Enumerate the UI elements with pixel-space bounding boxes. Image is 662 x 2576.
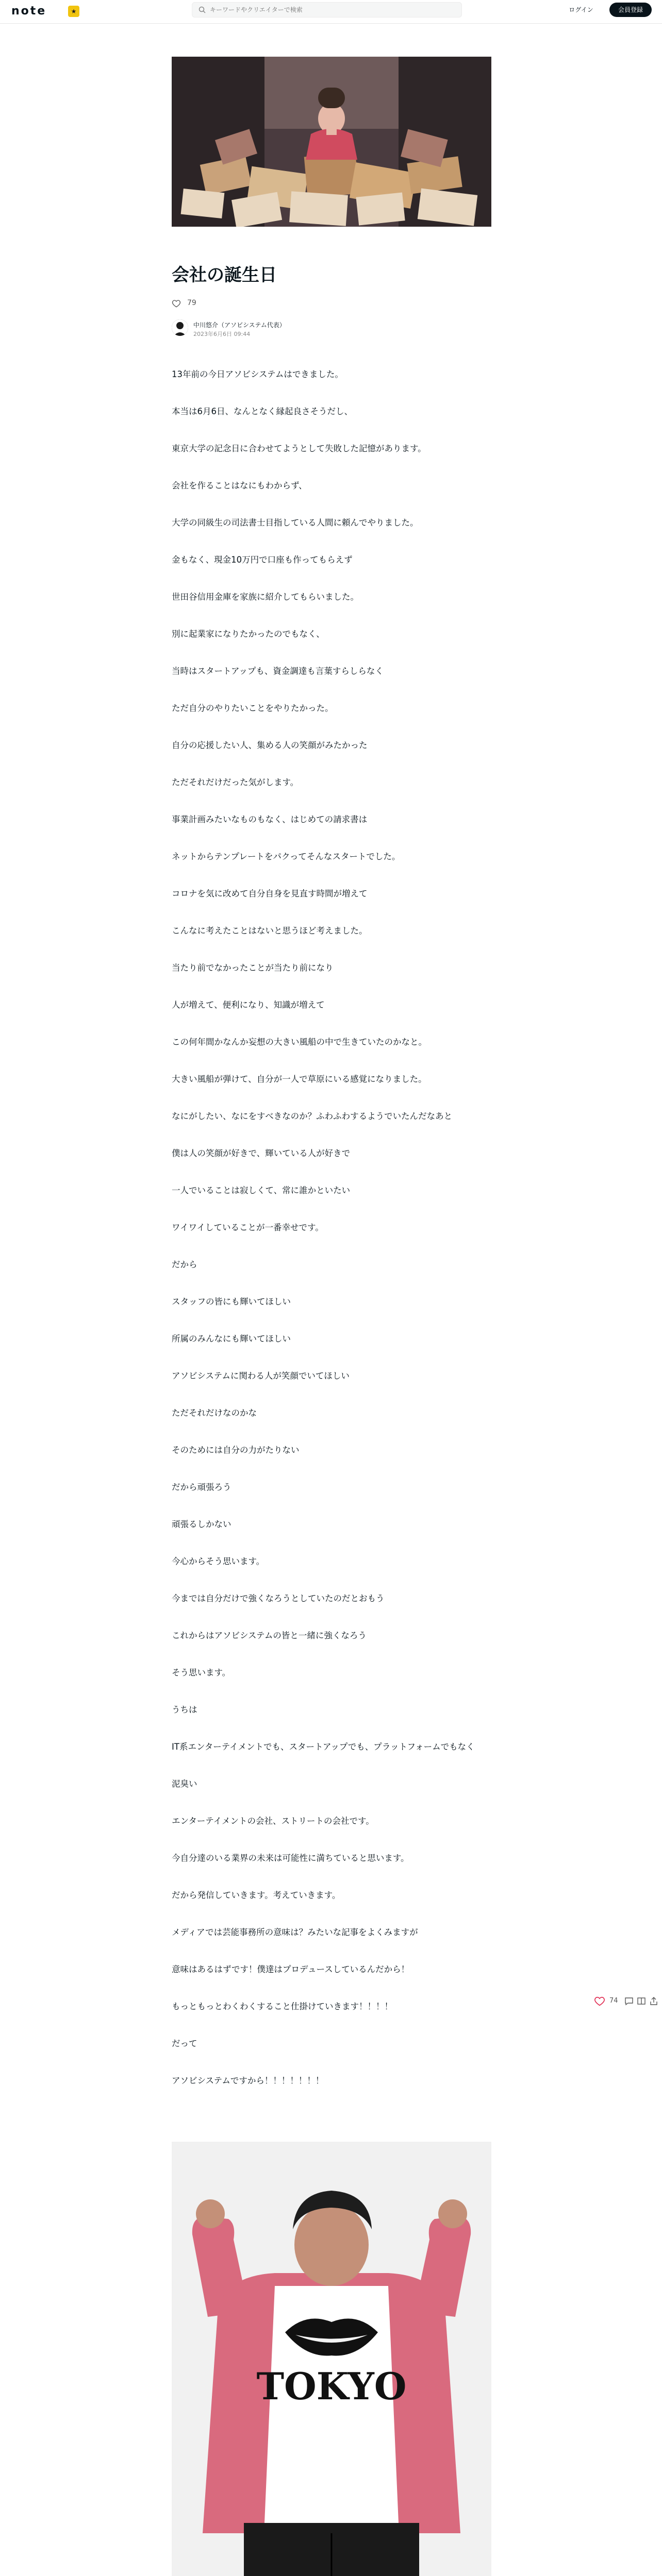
- paragraph: 事業計画みたいなものもなく、はじめての請求書は: [172, 815, 368, 824]
- paragraph: ワイワイしていることが一番幸せです。: [172, 1223, 324, 1232]
- signup-button[interactable]: 会員登録: [609, 3, 652, 17]
- paragraph: 大学の同級生の司法書士目指している人間に頼んでやりました。: [172, 518, 419, 528]
- paragraph: エンターテイメントの会社、ストリートの会社です。: [172, 1816, 374, 1826]
- paragraph: 東京大学の記念日に合わせてようとして失敗した記憶があります。: [172, 444, 426, 453]
- paragraph: 別に起業家になりたかったのでもなく、: [172, 629, 325, 639]
- article-body: [172, 367, 491, 2089]
- like-heart-icon[interactable]: [594, 1995, 605, 2007]
- paragraph: この何年間かなんか妄想の大きい風船の中で生きていたのかなと。: [172, 1037, 427, 1047]
- share-icon[interactable]: [649, 1996, 659, 2006]
- paragraph: アソビシステムに関わる人が笑顔でいてほしい: [172, 1371, 350, 1381]
- paragraph: うちは: [172, 1705, 197, 1715]
- paragraph: だって: [172, 2039, 197, 2048]
- paragraph: これからはアソビシステムの皆と一緒に強くなろう: [172, 1631, 367, 1640]
- login-button[interactable]: ログイン: [569, 6, 593, 13]
- author-info[interactable]: [172, 319, 491, 338]
- paragraph: 一人でいることは寂しくて、常に誰かといたい: [172, 1185, 351, 1195]
- hero-illustration: [172, 57, 491, 227]
- paragraph: 意味はあるはずです！僕達はプロデュースしているんだから！: [172, 1964, 410, 1974]
- paragraph: ただそれだけだった気がします。: [172, 777, 299, 787]
- paragraph: そう思います。: [172, 1668, 231, 1677]
- paragraph: だから頑張ろう: [172, 1482, 231, 1492]
- paragraph: 当時はスタートアップも、資金調達も言葉すらしらなく: [172, 666, 384, 676]
- paragraph: 所属のみんなにも輝いてほしい: [172, 1334, 291, 1344]
- paragraph: 本当は6月6日、なんとなく縁起良さそうだし、: [172, 406, 353, 416]
- heart-icon[interactable]: [172, 299, 181, 308]
- paragraph: だから: [172, 1260, 197, 1269]
- top-header: [0, 0, 662, 24]
- paragraph: アソビシステムですから！！！！！！！: [172, 2076, 324, 2086]
- hero-image: [172, 57, 491, 227]
- paragraph: 会社を作ることはなにもわからず、: [172, 481, 307, 490]
- author-avatar[interactable]: [172, 319, 188, 336]
- paragraph: 世田谷信用金庫を家族に紹介してもらいました。: [172, 592, 359, 602]
- paragraph: なにがしたい、なにをすべきなのか？ふわふわするようでいたんだなあと: [172, 1111, 453, 1121]
- floating-actions: [592, 1994, 659, 2009]
- paragraph: 今自分達のいる業界の未来は可能性に満ちていると思います。: [172, 1853, 409, 1863]
- paragraph: ただ自分のやりたいことをやりたかった。: [172, 703, 334, 713]
- paragraph: ただそれだけなのかな: [172, 1408, 257, 1418]
- paragraph: スタッフの皆にも輝いてほしい: [172, 1297, 291, 1307]
- like-count: 79: [187, 299, 196, 307]
- search-bar[interactable]: [192, 2, 462, 18]
- like-summary[interactable]: [172, 298, 491, 310]
- paragraph: 今心からそう思います。: [172, 1556, 265, 1566]
- note-logo[interactable]: note: [11, 5, 47, 18]
- person-photo: [172, 2142, 491, 2576]
- paragraph: 自分の応援したい人、集める人の笑顔がみたかった: [172, 740, 368, 750]
- paragraph: ネットからテンプレートをパクってそんなスタートでした。: [172, 852, 401, 861]
- paragraph: 人が増えて、便利になり、知識が増えて: [172, 1000, 325, 1010]
- side-like-count: 74: [609, 1997, 618, 2005]
- paragraph: 当たり前でなかったことが当たり前になり: [172, 963, 334, 973]
- paragraph: もっともっとわくわくすること仕掛けていきます！！！！: [172, 2002, 393, 2011]
- paragraph: こんなに考えたことはないと思うほど考えました。: [172, 926, 368, 936]
- search-icon: [198, 6, 206, 13]
- author-name[interactable]: 中川悠介（アソビシステム代表）: [193, 321, 286, 329]
- paragraph: 今までは自分だけで強くなろうとしていたのだとおもう: [172, 1594, 385, 1603]
- paragraph: 泥臭い: [172, 1779, 197, 1789]
- paragraph: IT系エンターテイメントでも、スタートアップでも、プラットフォームでもなく: [172, 1742, 475, 1752]
- logo-badge-icon: ★: [68, 6, 79, 17]
- article-title: 会社の誕生日: [172, 265, 277, 285]
- paragraph: 僕は人の笑顔が好きで、輝いている人が好きで: [172, 1148, 351, 1158]
- shirt-print-text: TOKYO: [256, 2364, 407, 2408]
- article: [172, 57, 491, 2110]
- paragraph: 13年前の今日アソビシステムはできました。: [172, 369, 343, 379]
- paragraph: 金もなく、現金10万円で口座も作ってもらえず: [172, 555, 353, 565]
- paragraph: 頑張るしかない: [172, 1519, 231, 1529]
- article-photo: [172, 2142, 491, 2576]
- paragraph: そのためには自分の力がたりない: [172, 1445, 300, 1455]
- paragraph: メディアでは芸能事務所の意味は？みたいな記事をよくみますが: [172, 1927, 418, 1937]
- comment-icon[interactable]: [624, 1996, 634, 2006]
- paragraph: だから発信していきます。考えていきます。: [172, 1890, 341, 1900]
- magazine-icon[interactable]: [636, 1996, 647, 2006]
- paragraph: コロナを気に改めて自分自身を見直す時間が増えて: [172, 889, 368, 899]
- search-input[interactable]: [210, 5, 452, 15]
- publish-date: 2023年6月6日 09:44: [193, 331, 251, 337]
- paragraph: 大きい風船が弾けて、自分が一人で草原にいる感覚になりました。: [172, 1074, 427, 1084]
